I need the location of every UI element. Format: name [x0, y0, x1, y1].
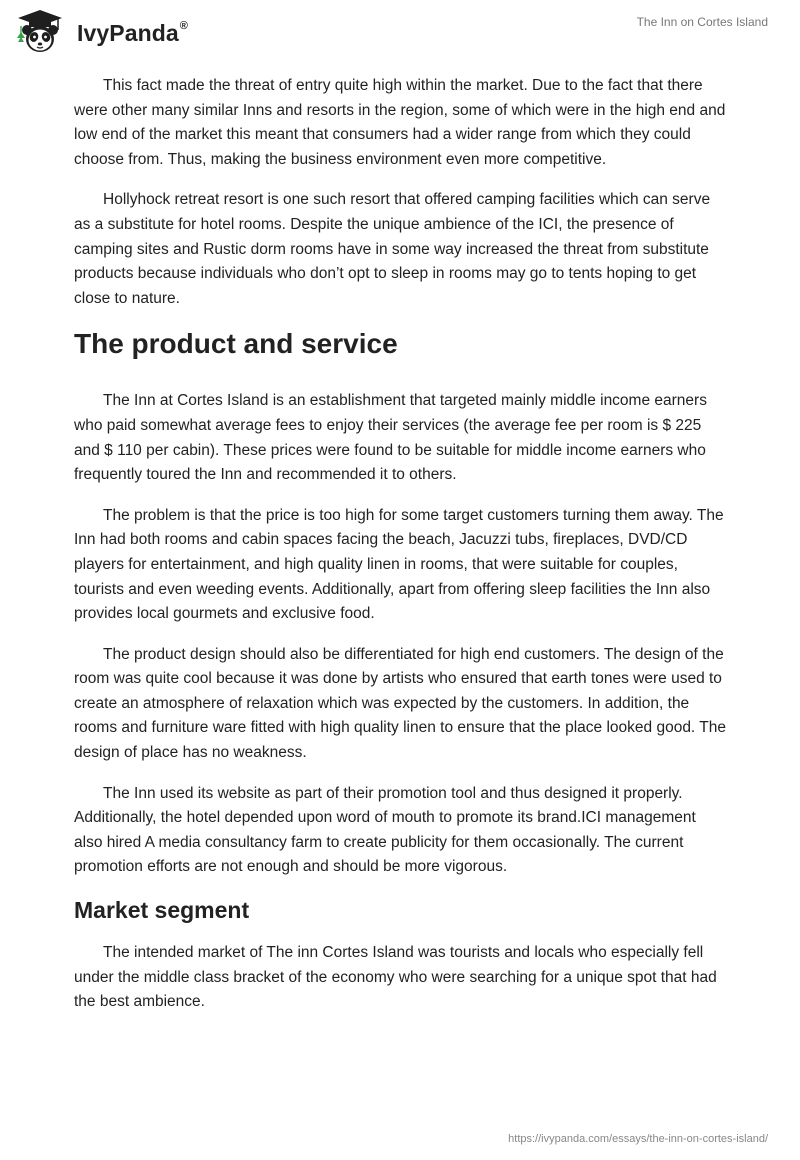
panda-graduate-logo-icon[interactable] [14, 8, 66, 56]
brand-name[interactable] [77, 20, 188, 47]
registered-mark: ® [179, 20, 189, 33]
section-heading-market-segment: Market segment [74, 897, 250, 924]
paragraph: The intended market of The inn Cortes Island was tourists and locals who especially fell under the middle class bracket of the economy who were searching for a unique spot that had the best ambience. [74, 944, 717, 1011]
source-url[interactable]: https://ivypanda.com/essays/the-inn-on-cortes-island/ [508, 1133, 768, 1145]
paragraph: The Inn used its website as part of their promotion tool and thus designed it properly. Additionally, the hotel depended upon word of mouth to promote its brand.ICI management also hired A media consultancy farm to create publicity for them occasionally. The current promotion efforts are not enough and should be more vigorous. [74, 784, 696, 876]
paragraph: This fact made the threat of entry quite high within the market. Due to the fact that there were other many similar Inns and resorts in the region, some of which were in the high end and low end of the market this meant that consumers had a wider range from which they could choose from. Thus, making the business environment even more competitive. [74, 77, 726, 168]
paragraph: The problem is that the price is too high for some target customers turning them away. The Inn had both rooms and cabin spaces facing the beach, Jacuzzi tubs, fireplaces, DVD/CD players for entertainment, and high quality linen in rooms, that were suitable for couples, tourists and even weeding events. Additionally, apart from offering sleep facilities the Inn also provides local gourmets and exclusive food. [74, 506, 724, 623]
essay-content [74, 74, 726, 1031]
brand-text: IvyPanda [77, 20, 179, 46]
section-heading-product-and-service: The product and service [74, 328, 398, 360]
page-header [0, 0, 800, 60]
paragraph: The Inn at Cortes Island is an establishment that targeted mainly middle income earners who paid somewhat average fees to enjoy their services (the average fee per room is $ 225 and $ 110 per cabin). These prices were found to be suitable for middle income earners who frequently toured the Inn and recommended it to others. [74, 392, 707, 484]
paragraph: Hollyhock retreat resort is one such resort that offered camping facilities which can serve as a substitute for hotel rooms. Despite the unique ambience of the ICI, the presence of camping sites and Rustic dorm rooms have in some way increased the threat from substitute products because individuals who don’t opt to sleep in rooms may go to tents hoping to get close to nature. [74, 191, 711, 307]
document-title: The Inn on Cortes Island [636, 15, 768, 29]
paragraph: The product design should also be differentiated for high end customers. The design of the room was quite cool because it was done by artists who ensured that earth tones were used to create an atmosphere of relaxation which was expected by the customers. In addition, the rooms and furniture ware fitted with high quality linen to ensure that the place looked good. The design of place has no weakness. [74, 645, 726, 762]
